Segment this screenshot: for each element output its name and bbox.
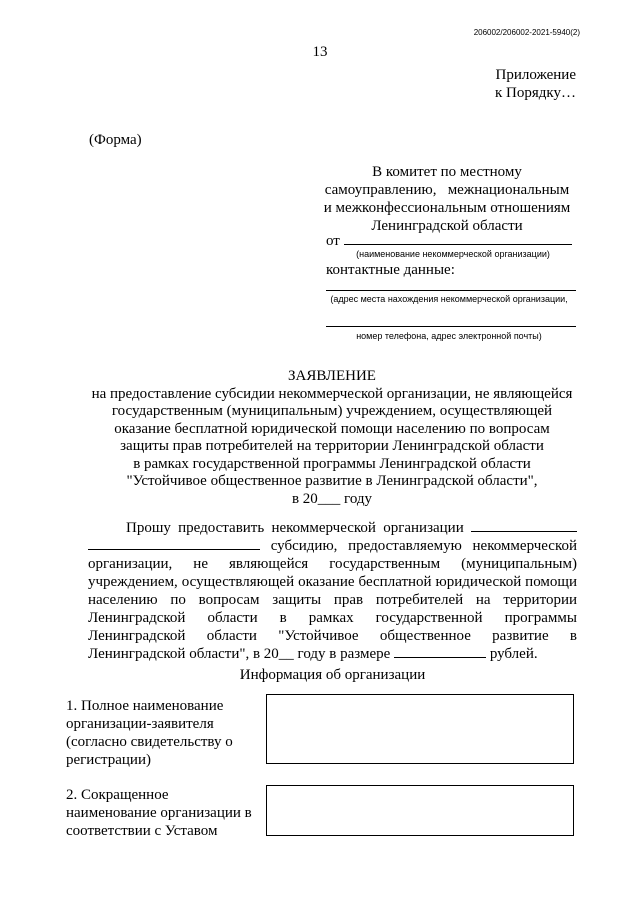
appendix-reference <box>420 66 576 102</box>
from-label: от <box>326 233 340 249</box>
addressee-line-3: и межконфессиональным отношениям <box>323 200 571 216</box>
statement-title: ЗАЯВЛЕНИЕ <box>288 368 376 384</box>
field-label-full-name: 1. Полное наименование организации-заявителя (согласно свидетельству о регистрации) <box>66 698 233 768</box>
from-name-line[interactable] <box>344 231 572 245</box>
statement-line: в 20___ году <box>291 490 373 507</box>
statement-line: "Устойчивое общественное развитие в Ленинградской области", <box>126 473 538 489</box>
amount-blank[interactable] <box>394 645 486 658</box>
page-number: 13 <box>312 44 328 60</box>
statement-line: на предоставление субсидии некоммерческой организации, не являющейся <box>91 385 573 402</box>
statement-heading <box>88 368 576 508</box>
addressee-block <box>318 163 576 235</box>
request-text-2: субсидию, предоставляемую некоммерческой организации, не являющейся государственным (муниципальным) учреждением, осуществляющей оказание бесплатной юридической помощи населению по вопросам защиты прав потребителей на территории Ленинградской области в рамках государственной программы Ленинградской области "Устойчивое общественное развитие в Ленинградской области", в 20__ году в размере <box>88 538 577 662</box>
statement-line: в рамках государственной программы Ленинградской области <box>133 455 531 472</box>
full-name-input-box[interactable] <box>266 694 574 764</box>
phone-line[interactable] <box>326 326 576 327</box>
field-label-short-name: 2. Сокращенное наименование организации в соответствии с Уставом <box>66 787 252 839</box>
info-title: Информация об организации <box>239 667 426 683</box>
statement-line: оказание бесплатной юридической помощи населению по вопросам <box>114 420 550 437</box>
organization-name-blank[interactable] <box>471 519 577 532</box>
document-id: 206002/206002-2021-5940(2) <box>473 28 580 37</box>
name-caption: (наименование некоммерческой организации) <box>356 249 550 259</box>
addressee-line-2: самоуправлению, межнациональным <box>324 182 570 198</box>
address-line[interactable] <box>326 290 576 291</box>
addressee-line-4: Ленинградской области <box>371 218 523 234</box>
short-name-input-box[interactable] <box>266 785 574 836</box>
request-paragraph <box>88 519 577 663</box>
request-text-3: рублей. <box>489 646 538 662</box>
addressee-line-1: В комитет по местному <box>372 164 522 180</box>
address-caption: (адрес места нахождения некоммерческой организации, <box>330 294 568 304</box>
request-text-1: Прошу предоставить некоммерческой организации <box>126 520 464 536</box>
appendix-line-2: к Порядку… <box>495 85 576 101</box>
contacts-label: контактные данные: <box>326 262 455 278</box>
statement-line: защиты прав потребителей на территории Ленинградской области <box>120 438 544 454</box>
phone-caption: номер телефона, адрес электронной почты) <box>356 331 542 341</box>
appendix-line-1: Приложение <box>495 67 576 83</box>
form-label: (Форма) <box>89 132 142 148</box>
organization-name-blank-2[interactable] <box>88 537 260 550</box>
statement-line: государственным (муниципальным) учреждением, осуществляющей <box>111 403 553 419</box>
from-field <box>326 231 576 250</box>
